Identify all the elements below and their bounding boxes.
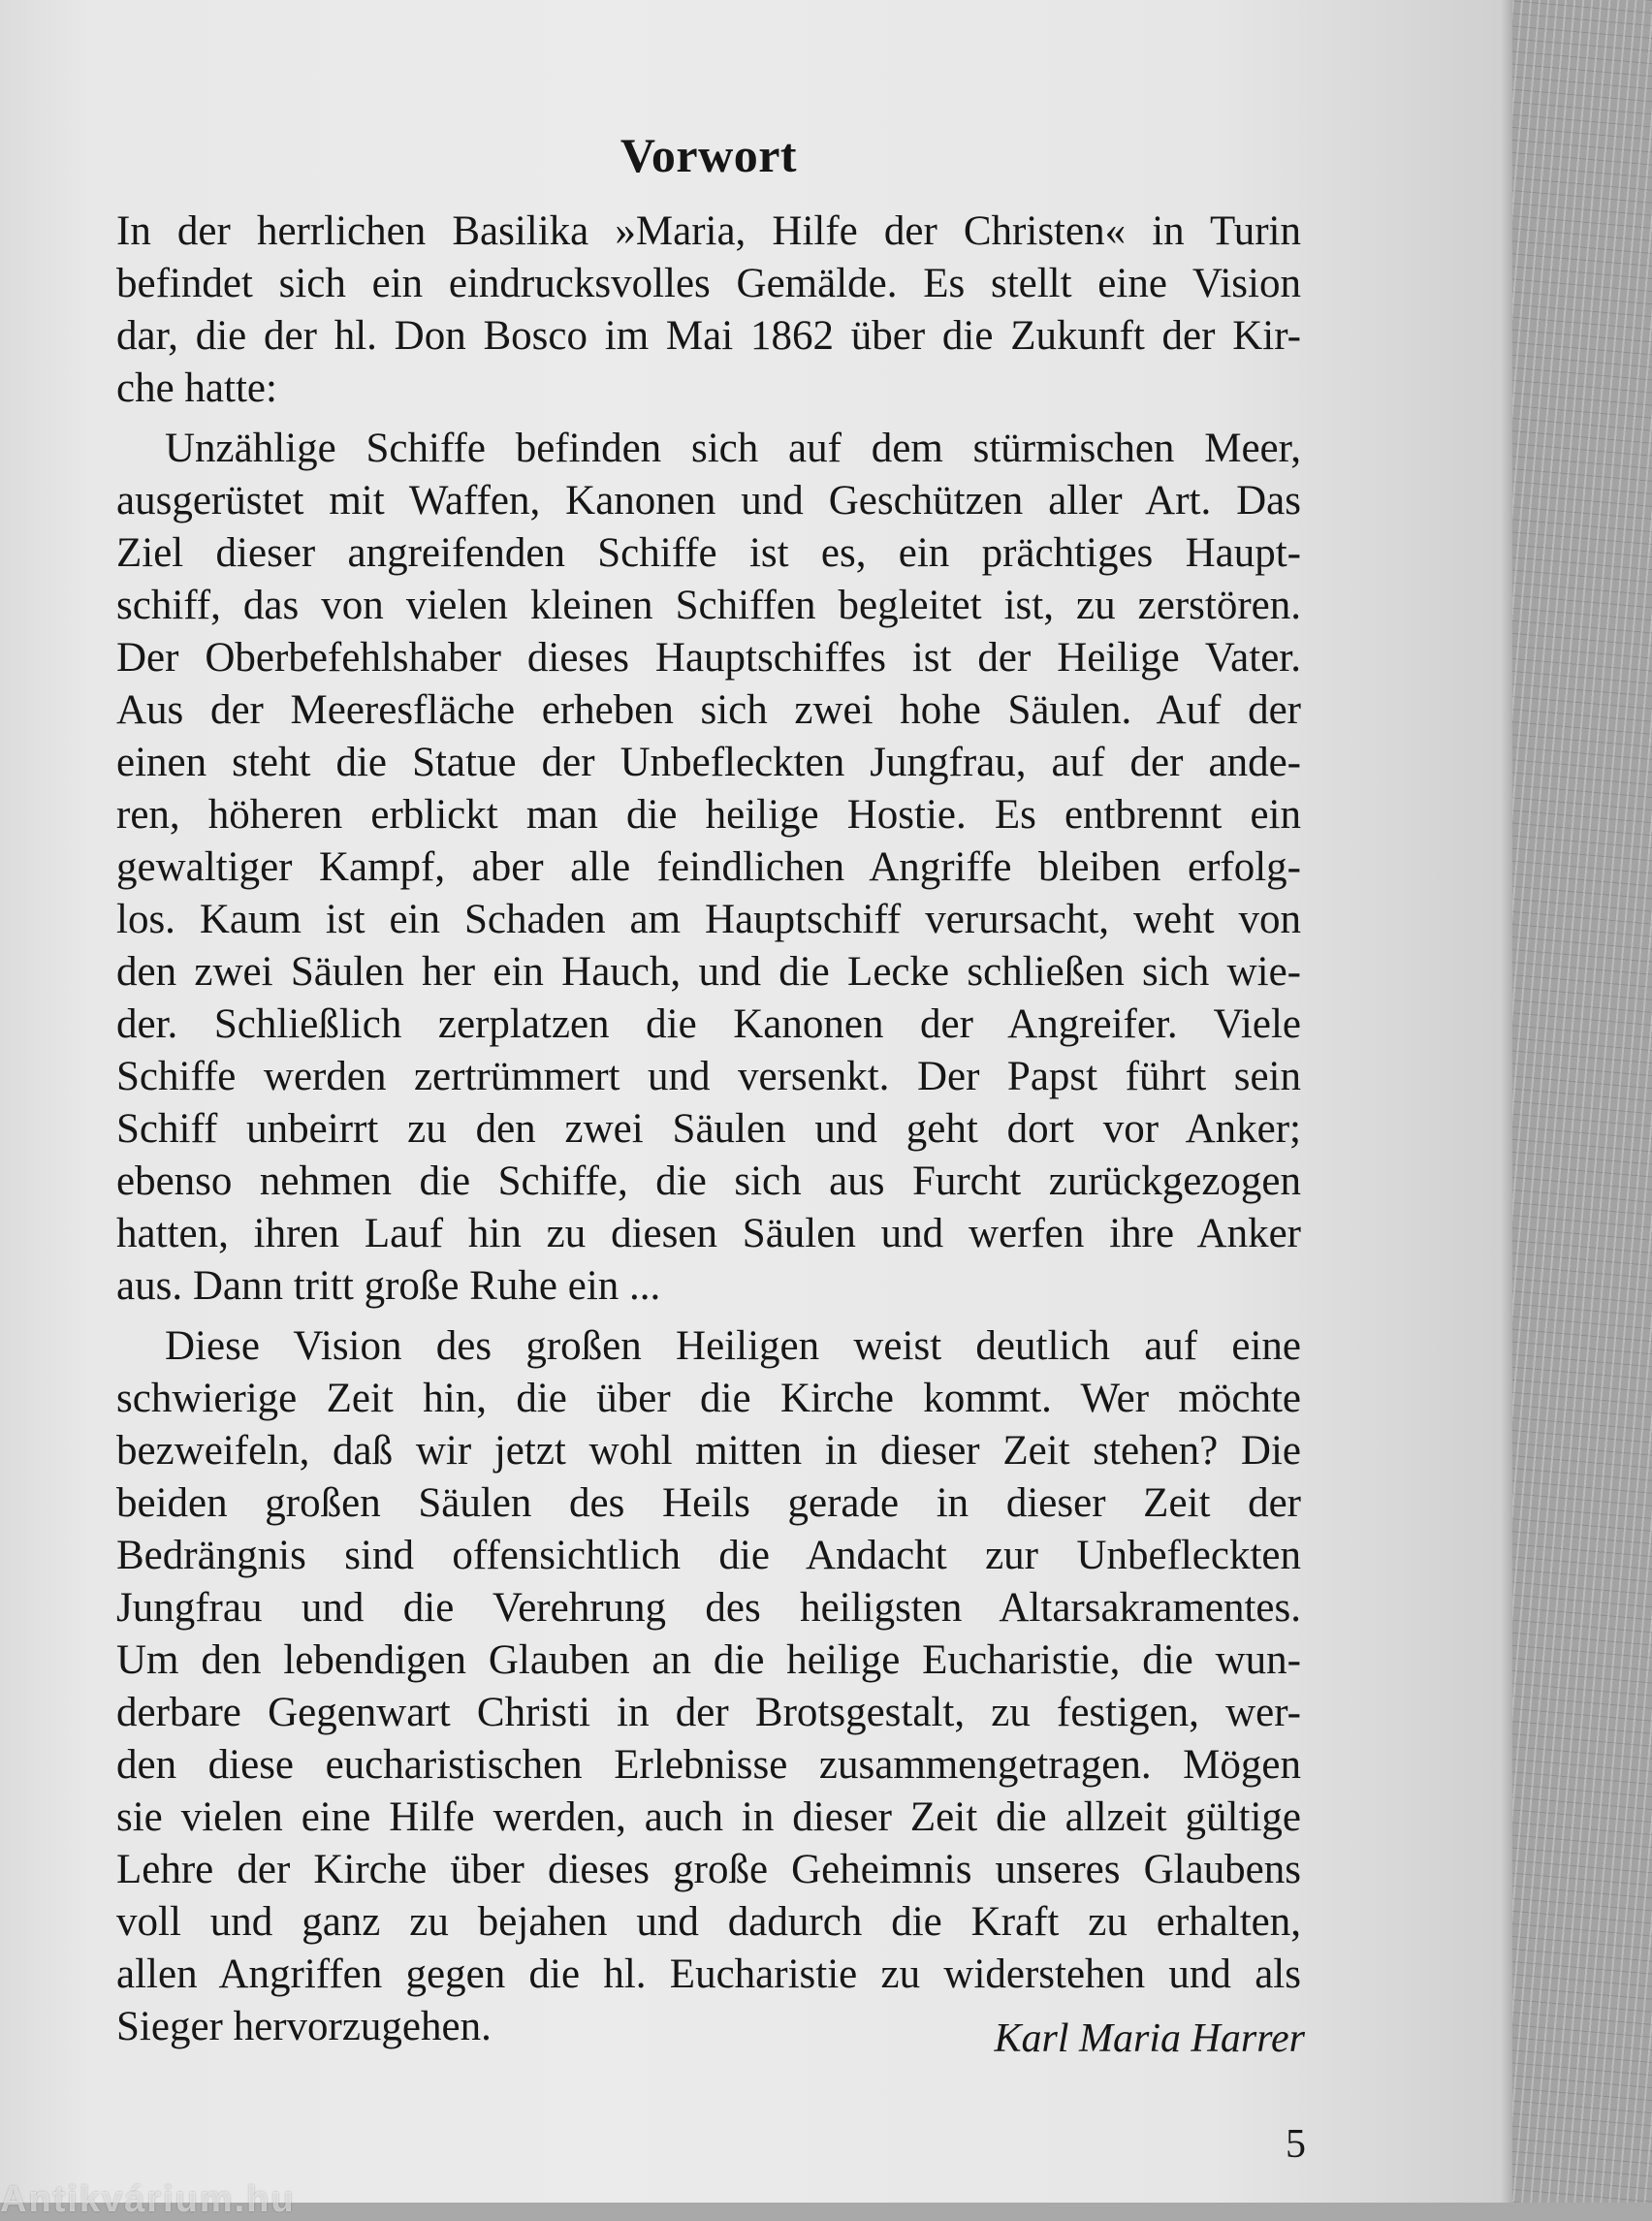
text-line: Um den lebendigen Glauben an die heilige Eucharistie, die wun-	[116, 1637, 1301, 1683]
text-line: schwierige Zeit hin, die über die Kirche kommt. Wer möchte	[116, 1376, 1301, 1421]
text-line: dar, die der hl. Don Bosco im Mai 1862 über die Zukunft der Kir-	[116, 313, 1301, 359]
text-line: der. Schließlich zerplatzen die Kanonen der Angreifer. Viele	[116, 1001, 1301, 1047]
text-line: Schiff unbeirrt zu den zwei Säulen und geht dort vor Anker;	[116, 1106, 1301, 1152]
text-line: gewaltiger Kampf, aber alle feindlichen Angriffe bleiben erfolg-	[116, 844, 1301, 890]
background-surface	[1512, 0, 1652, 2203]
text-line: voll und ganz zu bejahen und dadurch die Kraft zu erhalten,	[116, 1899, 1301, 1945]
signature-row	[116, 2009, 1305, 2061]
text-line: beiden großen Säulen des Heils gerade in dieser Zeit der	[116, 1480, 1301, 1526]
author-signature: Karl Maria Harrer	[994, 2016, 1305, 2061]
text-line: derbare Gegenwart Christi in der Brotsgestalt, zu festigen, wer-	[116, 1690, 1301, 1735]
text-line: schiff, das von vielen kleinen Schiffen begleitet ist, zu zerstören.	[116, 583, 1301, 628]
text-line: bezweifeln, daß wir jetzt wohl mitten in dieser Zeit stehen? Die	[116, 1428, 1301, 1474]
text-line: Aus der Meeresfläche erheben sich zwei hohe Säulen. Auf der	[116, 687, 1301, 733]
text-line: In der herrlichen Basilika »Maria, Hilfe der Christen« in Turin	[116, 208, 1301, 254]
text-line: aus. Dann tritt große Ruhe ein ...	[116, 1263, 661, 1309]
text-line: ren, höheren erblickt man die heilige Hostie. Es entbrennt ein	[116, 792, 1301, 838]
text-line: Lehre der Kirche über dieses große Geheimnis unseres Glaubens	[116, 1847, 1301, 1892]
paragraph-conclusion	[116, 1320, 1301, 2053]
text-line: den zwei Säulen her ein Hauch, und die Lecke schließen sich wie-	[116, 949, 1301, 995]
text-line: Sieger hervorzugehen.	[116, 2004, 492, 2049]
paragraph-intro	[116, 206, 1301, 415]
text-line: einen steht die Statue der Unbefleckten Jungfrau, auf der ande-	[116, 740, 1301, 785]
page-title: Vorwort	[620, 128, 798, 182]
text-line: che hatte:	[116, 365, 277, 411]
text-line: befindet sich ein eindrucksvolles Gemälde. Es stellt eine Vision	[116, 261, 1301, 306]
text-line: Diese Vision des großen Heiligen weist deutlich auf eine	[165, 1323, 1301, 1369]
paragraph-vision	[116, 423, 1301, 1313]
text-line: Schiffe werden zertrümmert und versenkt. Der Papst führt sein	[116, 1054, 1301, 1099]
page-content	[116, 126, 1305, 2061]
text-line: Jungfrau und die Verehrung des heiligsten Altarsakramentes.	[116, 1585, 1301, 1631]
text-line: Bedrängnis sind offensichtlich die Andacht zur Unbefleckten	[116, 1533, 1301, 1578]
text-line: ausgerüstet mit Waffen, Kanonen und Geschützen aller Art. Das	[116, 478, 1301, 524]
text-line: Unzählige Schiffe befinden sich auf dem stürmischen Meer,	[165, 426, 1301, 471]
text-line: Der Oberbefehlshaber dieses Hauptschiffes ist der Heilige Vater.	[116, 635, 1301, 681]
text-line: allen Angriffen gegen die hl. Eucharistie zu widerstehen und als	[116, 1951, 1301, 1997]
text-line: den diese eucharistischen Erlebnisse zusammengetragen. Mögen	[116, 1742, 1301, 1788]
page-number: 5	[1286, 2122, 1306, 2167]
text-line: ebenso nehmen die Schiffe, die sich aus Furcht zurückgezogen	[116, 1158, 1301, 1204]
text-line: los. Kaum ist ein Schaden am Hauptschiff verursacht, weht von	[116, 897, 1301, 942]
text-line: Ziel dieser angreifenden Schiffe ist es, ein prächtiges Haupt-	[116, 530, 1301, 576]
watermark: Antikvárium.hu	[0, 2179, 296, 2220]
text-line: sie vielen eine Hilfe werden, auch in dieser Zeit die allzeit gültige	[116, 1794, 1301, 1840]
text-line: hatten, ihren Lauf hin zu diesen Säulen und werfen ihre Anker	[116, 1211, 1301, 1256]
